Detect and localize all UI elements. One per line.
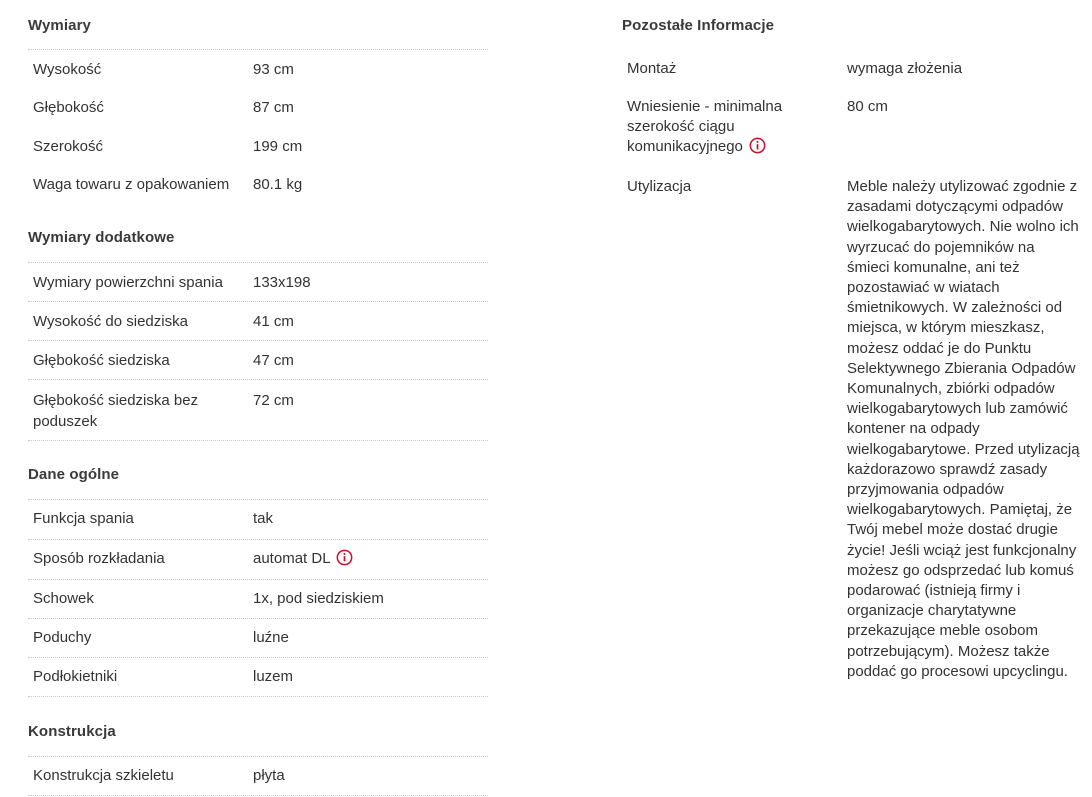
spec-value-with-info	[253, 549, 483, 569]
spec-value: 47 cm	[253, 352, 294, 369]
spec-value: 1x, pod siedziskiem	[253, 590, 384, 607]
spec-label: Montaż	[627, 60, 677, 77]
spec-value: automat DL	[253, 550, 330, 567]
spec-value: 80.1 kg	[253, 176, 303, 193]
spec-label: Szerokość	[33, 138, 104, 155]
divider	[28, 262, 488, 263]
spec-value: luzem	[253, 668, 294, 685]
info-circle-icon[interactable]	[336, 549, 353, 566]
spec-value: luźne	[253, 629, 289, 646]
spec-value: 41 cm	[253, 313, 294, 330]
divider	[28, 340, 488, 341]
divider	[28, 49, 488, 50]
divider	[28, 756, 488, 757]
spec-label: Głębokość	[33, 99, 104, 116]
spec-label: Głębokość siedziska	[33, 352, 170, 369]
spec-value: 87 cm	[253, 99, 294, 116]
spec-label: Wysokość	[33, 61, 102, 78]
spec-label: Podłokietniki	[33, 668, 118, 685]
info-circle-icon[interactable]	[749, 137, 766, 154]
spec-value: płyta	[253, 767, 285, 784]
spec-label: Konstrukcja szkieletu	[33, 767, 174, 784]
divider	[28, 440, 488, 441]
spec-value: 80 cm	[847, 98, 888, 115]
spec-label: Sposób rozkładania	[33, 550, 165, 567]
divider	[28, 696, 488, 697]
divider	[28, 618, 488, 619]
spec-value: 93 cm	[253, 61, 294, 78]
spec-label: Waga towaru z opakowaniem	[33, 176, 230, 193]
spec-label: Wniesienie - minimalna szerokość ciągu komunikacyjnego	[627, 98, 783, 156]
spec-value: wymaga złożenia	[847, 60, 963, 77]
spec-label: Głębokość siedziska bez poduszek	[33, 392, 199, 430]
spec-label: Funkcja spania	[33, 510, 134, 527]
section-title-dane-ogolne: Dane ogólne	[28, 466, 120, 483]
section-title-konstrukcja: Konstrukcja	[28, 723, 116, 740]
spec-label: Wysokość do siedziska	[33, 313, 188, 330]
spec-value: 199 cm	[253, 138, 303, 155]
spec-label-with-info	[627, 97, 817, 158]
spec-value: 133x198	[253, 274, 311, 291]
spec-value: Meble należy utylizować zgodnie z zasadami dotyczącymi odpadów wielkogabarytowych. Nie wolno ich wyrzucać do pojemników na śmieci komunalne, ani też pozostawiać w wiatach śmietnikowych. W zależności od miejsca, w którym mieszkasz, możesz oddać je do Punktu Selektywnego Zbierania Odpadów Komunalnych, zbiórki odpadów wielkogabarytowych lub zamówić kontener na odpady wielkogabarytowe. Przed utylizacją każdorazowo sprawdź zasady przyjmowania odpadów wielkogabarytowych. Pamiętaj, że Twój mebel może dostać drugie życie! Jeśli wciąż jest funkcjonalny możesz go odsprzedać lub komuś podarować (istnieją firmy i organizacje charytatywne przekazujące meble osobom potrzebującym). Możesz także poddać go procesowi upcyclingu.	[847, 178, 1080, 680]
divider	[28, 301, 488, 302]
divider	[28, 795, 488, 796]
divider	[28, 657, 488, 658]
spec-value: 72 cm	[253, 392, 294, 409]
section-title-wymiary: Wymiary	[28, 17, 91, 34]
divider	[28, 499, 488, 500]
section-title-wymiary-dodatkowe: Wymiary dodatkowe	[28, 229, 175, 246]
spec-label: Poduchy	[33, 629, 92, 646]
spec-label: Wymiary powierzchni spania	[33, 274, 223, 291]
section-title-pozostale-informacje: Pozostałe Informacje	[622, 17, 775, 34]
divider	[28, 539, 488, 540]
spec-value: tak	[253, 510, 274, 527]
spec-label: Schowek	[33, 590, 94, 607]
spec-label: Utylizacja	[627, 178, 692, 195]
divider	[28, 579, 488, 580]
divider	[28, 379, 488, 380]
